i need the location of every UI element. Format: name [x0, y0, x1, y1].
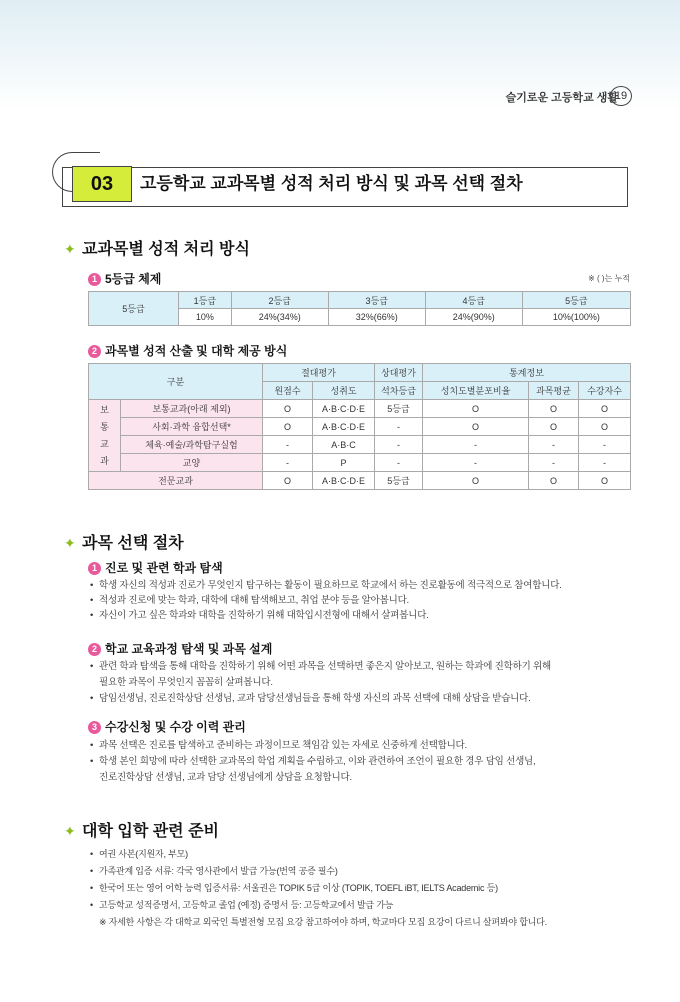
list-item: • 한국어 또는 영어 어학 능력 입증서류: 서울권은 TOPIK 5급 이상 (TOPIK, TOEFL iBT, IELTS Academic 등)	[90, 883, 498, 893]
chapter-title: 고등학교 교과목별 성적 처리 방식 및 과목 선택 절차	[140, 174, 523, 193]
table-note: ※ ( )는 누적	[588, 274, 630, 283]
grade-table: 5등급 1등급 2등급 3등급 4등급 5등급 10% 24%(34%) 32%(66%) 24%(90%) 10%(100%)	[88, 291, 631, 326]
list-item: • 학생 본인 희망에 따라 선택한 교과목의 학업 계획을 수립하고, 이와 관련하여 조언이 필요한 경우 담임 선생님, 진로진학상담 선생님, 교과 담당 선생님에게 상담을 요청합니다.	[90, 756, 536, 783]
section-heading: ✦ 교과목별 성적 처리 방식	[64, 241, 250, 258]
list-item: • 학생 자신의 적성과 진로가 무엇인지 탐구하는 활동이 필요하므로 학교에서 하는 진로활동에 적극적으로 참여합니다.	[90, 580, 562, 591]
number-badge: 3	[88, 721, 101, 734]
lightbulb-icon: ✦	[64, 535, 76, 551]
section-heading: ✦ 대학 입학 관련 준비	[64, 823, 219, 840]
list-item: ※ 자세한 사항은 각 대학교 외국인 특별전형 모집 요강 참고하여야 하며, 학교마다 모집 요강이 다르니 살펴봐야 합니다.	[99, 917, 547, 927]
bullet-list	[90, 659, 551, 707]
lightbulb-icon: ✦	[64, 823, 76, 839]
number-badge: 2	[88, 345, 101, 358]
subheading: 3 수강신청 및 수강 이력 관리	[88, 718, 246, 735]
score-method-table: 구분 절대평가 상대평가 통계정보 원점수 성취도 석차등급 성치도별분포비율 과목평균 수강자수 보 통 교 과 보통교과(아래 제외) O A·B·C·D·E 5등급 O O O 사회·과학 융합선택* O A·B·C·D·E - O O O 체육·예술/과학탐구실험 - A·B·C - - - - 교양 - P - - - - 전문교과 O A·B·C·D·E 5등급 O O O	[88, 363, 631, 490]
list-item: • 가족관계 입증 서류: 각국 영사관에서 발급 가능(번역 공증 필수)	[90, 866, 338, 876]
list-item: • 과목 선택은 진로를 탐색하고 준비하는 과정이므로 책임감 있는 자세로 신중하게 선택합니다.	[90, 740, 467, 751]
list-item: • 관련 학과 탐색을 통해 대학을 진학하기 위해 어떤 과목을 선택하면 좋은지 알아보고, 원하는 학과에 진학하기 위해 필요한 과목이 무엇인지 꼼꼼히 살펴봅니다.	[90, 661, 551, 688]
list-item: • 고등학교 성적증명서, 고등학교 졸업 (예정) 증명서 등: 고등학교에서 발급 가능	[90, 900, 394, 910]
lightbulb-icon: ✦	[64, 241, 76, 257]
bullet-list	[90, 578, 562, 623]
bullet-list	[90, 846, 547, 931]
bullet-list	[90, 738, 535, 786]
number-badge: 1	[88, 273, 101, 286]
subheading: 2 학교 교육과정 탐색 및 과목 설계	[88, 640, 272, 657]
page-number: 19	[610, 86, 632, 106]
section-heading: ✦ 과목 선택 절차	[64, 535, 184, 552]
list-item: • 자신이 가고 싶은 학과와 대학을 진학하기 위해 대학입시전형에 대해서 살펴봅니다.	[90, 610, 429, 621]
number-badge: 1	[88, 562, 101, 575]
list-item: • 적성과 진로에 맞는 학과, 대학에 대해 탐색해보고, 취업 분야 등을 알아봅니다.	[90, 595, 410, 606]
list-item: • 여권 사본(지원자, 부모)	[90, 849, 188, 859]
subheading: 1 5등급 체제	[88, 270, 161, 287]
chapter-number: 03	[72, 166, 132, 202]
number-badge: 2	[88, 643, 101, 656]
running-header: 슬기로운 고등학교 생활	[505, 92, 618, 104]
list-item: • 담임선생님, 진로진학상담 선생님, 교과 담당선생님들을 통해 학생 자신의 과목 선택에 대해 상담을 받습니다.	[90, 693, 531, 704]
subheading: 1 진로 및 관련 학과 탐색	[88, 559, 223, 576]
subheading: 2 과목별 성적 산출 및 대학 제공 방식	[88, 342, 287, 359]
